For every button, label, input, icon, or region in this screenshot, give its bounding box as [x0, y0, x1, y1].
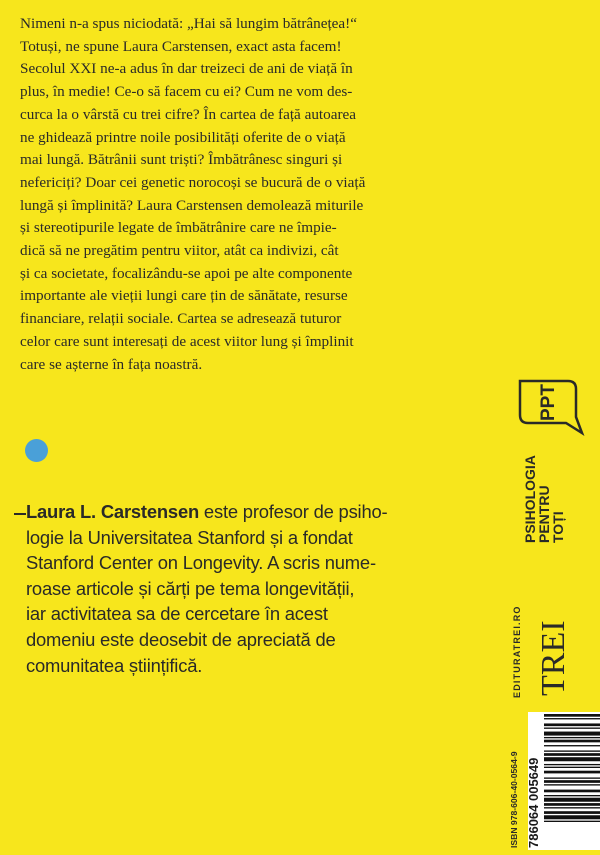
barcode-bar	[544, 811, 600, 814]
website-text	[508, 560, 524, 700]
barcode-bar	[544, 728, 600, 729]
blurb-line: ne ghidează printre noile posibilități oferite de o viață	[20, 128, 346, 146]
barcode-bar	[544, 777, 600, 778]
blurb-line: plus, în medie! Ce-o să facem cu ei? Cum ne vom des-	[20, 83, 353, 101]
bio-line-rest: este profesor de psiho-	[199, 501, 388, 522]
barcode-bar	[544, 795, 600, 796]
bio-line: comunitatea științifică.	[26, 654, 203, 676]
barcode-bar	[544, 798, 600, 802]
blurb-text	[20, 13, 495, 376]
bio-dash	[14, 513, 26, 515]
blurb-line: financiare, relații sociale. Cartea se adresează tuturor	[20, 310, 342, 328]
blurb-line: dică să ne pregătim pentru viitor, atât ca indivizi, cât	[20, 242, 339, 260]
trei-publisher-logo	[528, 610, 572, 700]
ppt-logo-text: PPT	[538, 384, 559, 421]
blue-dot-decoration	[25, 439, 48, 462]
isbn-label: ISBN 978-606-40-0564-9	[509, 751, 519, 848]
blurb-line: și stereotipurile legate de îmbătrânire care ne împie-	[20, 219, 337, 237]
blurb-line: lungă și împlinită? Laura Carstensen demolează miturile	[20, 196, 364, 214]
barcode-bar	[544, 807, 600, 808]
blurb-line: curca la o vârstă cu trei cifre? În cartea de față autoarea	[20, 105, 357, 123]
barcode-bar	[544, 790, 600, 793]
barcode-bar	[544, 753, 600, 756]
barcode-bar	[544, 750, 600, 751]
blurb-line: și ca societate, focalizându-se apoi pe alte componente	[20, 264, 353, 282]
series-line-3: TOȚI	[550, 511, 566, 543]
bio-line: domeniu este deosebit de apreciată de	[26, 628, 336, 650]
barcode-bar	[544, 815, 600, 819]
bio-line: logie la Universitatea Stanford și a fondat	[26, 526, 353, 548]
isbn-text	[505, 712, 521, 850]
author-name: Laura L. Carstensen	[26, 501, 200, 522]
blurb-line: Totuși, ne spune Laura Carstensen, exact asta facem!	[20, 37, 342, 55]
trei-logo-text: TREI	[535, 620, 572, 696]
barcode-bar	[544, 764, 600, 765]
bio-line: roase articole și cărți pe tema longevității,	[26, 577, 355, 599]
blurb-line: Nimeni n-a spus niciodată: „Hai să lungim bătrânețea!“	[20, 15, 357, 32]
blurb-line: care se așterne în fața noastră.	[20, 355, 203, 373]
series-name	[513, 437, 573, 547]
blurb-line: celor care sunt interesați de acest viitor lung și împlinit	[20, 332, 354, 350]
barcode-bar	[544, 757, 600, 761]
barcode-bar	[544, 718, 600, 719]
series-line-1: PSIHOLOGIA	[522, 455, 538, 543]
barcode-bar	[544, 821, 600, 822]
bio-line: iar activitatea sa de cercetare în acest	[26, 603, 328, 625]
barcode-bar	[544, 723, 600, 726]
bio-line: Stanford Center on Longevity. A scris nume-	[26, 552, 376, 574]
website-label: EDITURATREI.RO	[512, 605, 522, 698]
barcode-bar	[544, 714, 600, 717]
author-bio	[26, 499, 486, 678]
barcode-bar	[544, 803, 600, 806]
barcode-bar	[544, 767, 600, 768]
barcode-bar	[544, 780, 600, 783]
barcode-bar	[544, 740, 600, 743]
blurb-line: importante ale vieții lungi care țin de sănătate, resurse	[20, 287, 348, 305]
bio-line	[26, 499, 486, 525]
blurb-line: mai lungă. Bătrânii sunt triști? Îmbătrânesc singuri și	[20, 151, 343, 169]
barcode-digits: 786064 005649	[526, 757, 541, 848]
barcode-bar	[544, 737, 600, 738]
series-line-2: PENTRU	[536, 485, 552, 543]
blurb-line: Secolul XXI ne-a adus în dar treizeci de ani de viață în	[20, 60, 353, 78]
ppt-logo	[516, 377, 586, 437]
blurb-line: nefericiți? Doar cei genetic norocoși se bucură de o viață	[20, 173, 366, 191]
barcode-bar	[544, 784, 600, 785]
barcode-bar	[544, 745, 600, 746]
barcode-bars	[544, 714, 600, 822]
barcode-bar	[544, 732, 600, 736]
barcode	[528, 712, 600, 850]
barcode-bar	[544, 771, 600, 774]
